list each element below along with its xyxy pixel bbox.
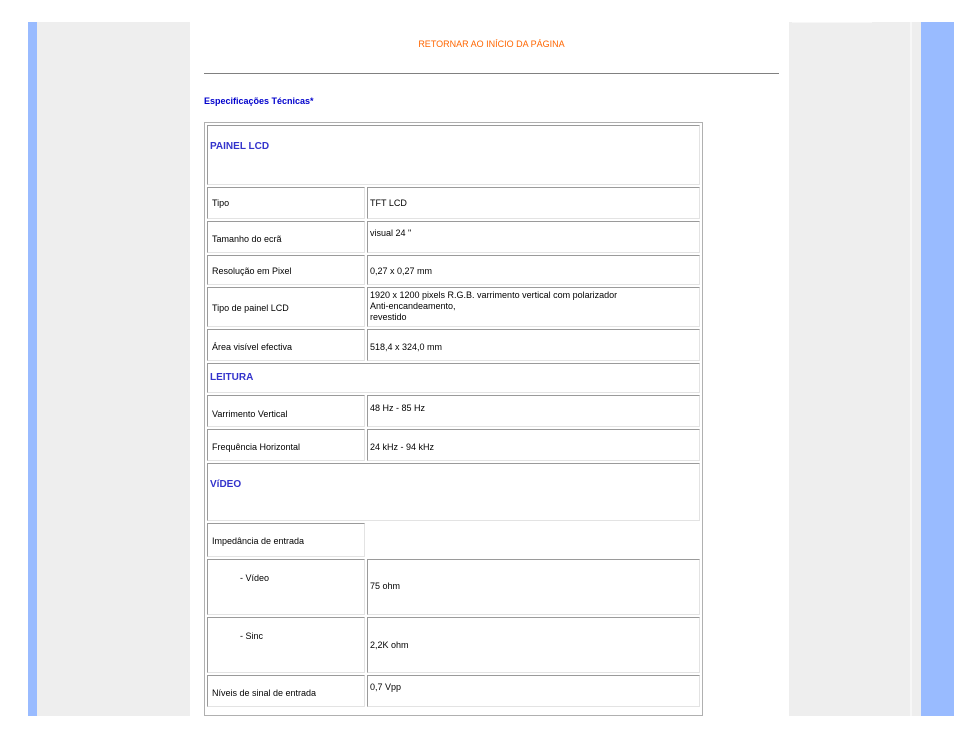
row-value-sinc: 2,2K ohm xyxy=(367,617,700,673)
row-value-painel xyxy=(367,287,700,327)
section-header-scan: LEITURA xyxy=(207,363,700,393)
row-label-impedancia: Impedância de entrada xyxy=(207,523,365,557)
painel-line-2: Anti-encandeamento, xyxy=(370,301,456,311)
page-title: Especificações Técnicas* xyxy=(204,96,314,106)
right-side-panel xyxy=(789,22,921,716)
row-value-tipo: TFT LCD xyxy=(367,187,700,219)
row-label-tamanho: Tamanho do ecrã xyxy=(207,221,365,253)
right-accent-bar xyxy=(921,22,954,716)
section-header-video: VíDEO xyxy=(207,463,700,521)
row-value-tamanho: visual 24 " xyxy=(367,221,700,253)
row-label-video: - Vídeo xyxy=(207,559,365,615)
row-value-video: 75 ohm xyxy=(367,559,700,615)
painel-line-3: revestido xyxy=(370,312,407,322)
right-panel-divider xyxy=(910,22,912,716)
painel-line-1: 1920 x 1200 pixels R.G.B. varrimento vertical com polarizador xyxy=(370,290,618,300)
back-to-top-link[interactable]: RETORNAR AO INÍCIO DA PÁGINA xyxy=(418,39,565,49)
row-label-sinc: - Sinc xyxy=(207,617,365,673)
row-label-vertical: Varrimento Vertical xyxy=(207,395,365,427)
row-label-niveis: Níveis de sinal de entrada xyxy=(207,675,365,707)
specs-table xyxy=(204,122,703,716)
row-value-area: 518,4 x 324,0 mm xyxy=(367,329,700,361)
row-label-area: Área visível efectiva xyxy=(207,329,365,361)
row-value-resolucao: 0,27 x 0,27 mm xyxy=(367,255,700,285)
horizontal-rule xyxy=(204,73,779,74)
row-label-resolucao: Resolução em Pixel xyxy=(207,255,365,285)
left-side-panel xyxy=(37,22,190,716)
row-value-horizontal: 24 kHz - 94 kHz xyxy=(367,429,700,461)
left-accent-bar xyxy=(28,22,37,716)
right-panel-highlight xyxy=(792,22,872,23)
row-label-tipo: Tipo xyxy=(207,187,365,219)
row-value-vertical: 48 Hz - 85 Hz xyxy=(367,395,700,427)
row-label-painel: Tipo de painel LCD xyxy=(207,287,365,327)
row-label-horizontal: Frequência Horizontal xyxy=(207,429,365,461)
section-header-lcd: PAINEL LCD xyxy=(207,125,700,185)
row-value-niveis: 0,7 Vpp xyxy=(367,675,700,707)
content-area xyxy=(190,22,789,716)
